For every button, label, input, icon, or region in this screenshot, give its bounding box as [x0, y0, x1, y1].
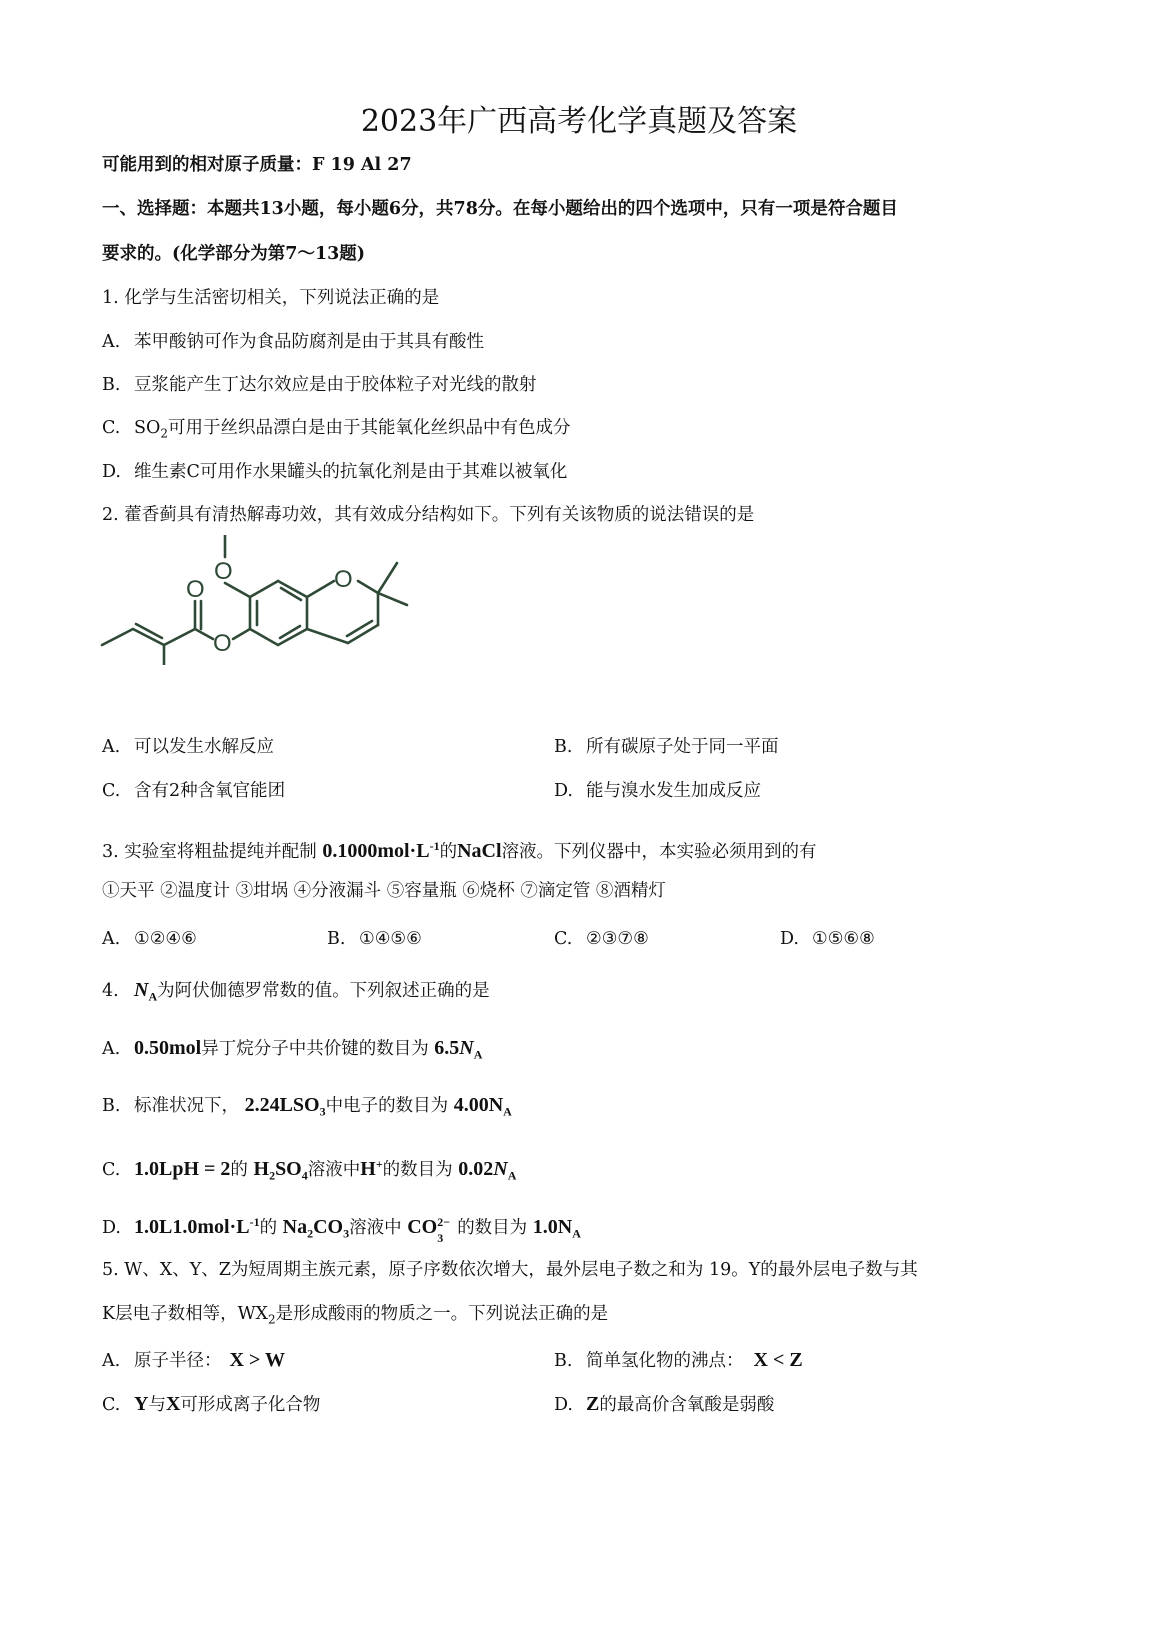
q1-option-a: A. 苯甲酸钠可作为食品防腐剂是由于其具有酸性: [102, 332, 484, 352]
q5-stem-line1: 5. W、X、Y、Z为短周期主族元素，原子序数依次增大，最外层电子数之和为 19。Y的最外层电子数与其: [102, 1260, 918, 1280]
atom-o-carbonyl: O: [186, 576, 205, 603]
q5-option-b: B. 简单氢化物的沸点： X < Z: [554, 1349, 803, 1371]
q3-stem: 3. 实验室将粗盐提纯并配制 $0.1000mol\cdot L^{-1}$的NaCl溶液。下列仪器中，本实验必须用到的有: [102, 839, 817, 862]
q5-stem-line2: K层电子数相等，$WX_2$是形成酸雨的物质之一。下列说法正确的是: [102, 1304, 609, 1327]
q5-option-c: C. Y与X可形成离子化合物: [102, 1393, 321, 1415]
q4-stem: 4. $N_A$为阿伏伽德罗常数的值。下列叙述正确的是: [102, 979, 490, 1004]
atom-o-ring: O: [334, 566, 353, 593]
q2-option-b: B. 所有碳原子处于同一平面: [554, 737, 779, 757]
q5-option-d: D. Z的最高价含氧酸是弱酸: [554, 1393, 775, 1415]
molecule-structure: [100, 535, 420, 665]
q3-option-b: B. ①④⑤⑥: [327, 929, 422, 949]
q3-instruments: ①天平 ②温度计 ③坩埚 ④分液漏斗 ⑤容量瓶 ⑥烧杯 ⑦滴定管 ⑧酒精灯: [102, 881, 666, 901]
q2-option-d: D. 能与溴水发生加成反应: [554, 781, 761, 801]
page-title: 2023年广西高考化学真题及答案: [360, 104, 798, 139]
q5-option-a: A. 原子半径： X > W: [102, 1349, 285, 1371]
q4-option-d: D. $1.0L1.0mol\cdot L^{-1}$的 $Na_2CO_3$溶液中 CO 2− 3 的数目为 $1.0N_A$: [102, 1215, 581, 1246]
q1-option-c: C. $SO_2$可用于丝织品漂白是由于其能氧化丝织品中有色成分: [102, 418, 571, 441]
q3-option-d: D. ①⑤⑥⑧: [780, 929, 875, 949]
section-heading-line2: 要求的。(化学部分为第7～13题): [102, 244, 366, 264]
q4-option-b: B. 标准状况下， $2.24LSO_3$中电子的数目为 $4.00N_A$: [102, 1094, 512, 1119]
section-heading-line1: 一、选择题：本题共13小题，每小题6分，共78分。在每小题给出的四个选项中，只有一项是符合题目: [102, 199, 898, 219]
q2-option-c: C. 含有2种含氧官能团: [102, 781, 286, 801]
q1-option-b: B. 豆浆能产生丁达尔效应是由于胶体粒子对光线的散射: [102, 375, 537, 395]
q4-option-c: C. 1.0LpH = 2的 $H_2SO_4$溶液中H+的数目为 $0.02N_A$: [102, 1157, 517, 1183]
q4-option-a: A. 0.50mol异丁烷分子中共价键的数目为 $6.5N_A$: [102, 1037, 483, 1062]
q2-option-a: A. 可以发生水解反应: [102, 737, 274, 757]
q2-stem: 2. 藿香蓟具有清热解毒功效，其有效成分结构如下。下列有关该物质的说法错误的是: [102, 505, 755, 525]
q3-option-c: C. ②③⑦⑧: [554, 929, 649, 949]
atom-o-methoxy: O: [214, 558, 233, 585]
atom-o-ester: O: [213, 630, 232, 657]
atomic-masses: 可能用到的相对原子质量：F 19 Al 27: [102, 155, 412, 175]
q3-option-a: A. ①②④⑥: [102, 929, 197, 949]
q1-stem: 1. 化学与生活密切相关，下列说法正确的是: [102, 288, 440, 308]
q1-option-d: D. 维生素C可用作水果罐头的抗氧化剂是由于其难以被氧化: [102, 462, 568, 482]
